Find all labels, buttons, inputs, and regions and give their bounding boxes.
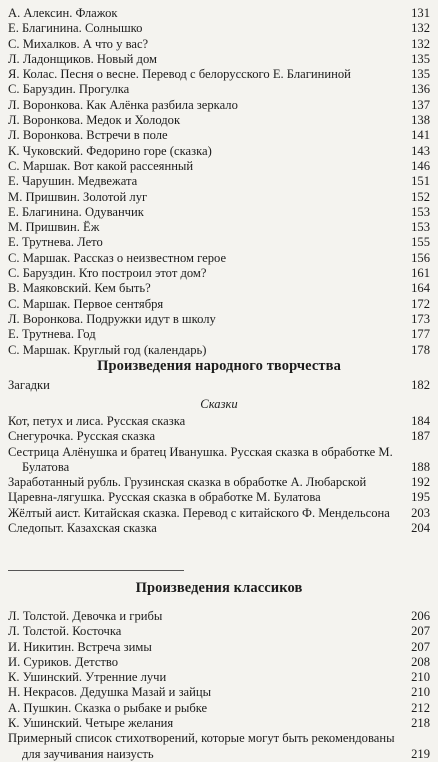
section-title-classics: Произведения классиков xyxy=(135,580,303,596)
toc-entry-title: Заработанный рубль. Грузинская сказка в обработке А. Любарской xyxy=(8,475,367,490)
toc-entry-title: С. Баруздин. Кто построил этот дом? xyxy=(8,266,207,281)
toc-entry-title: И. Никитин. Встреча зимы xyxy=(8,639,152,654)
toc-entry xyxy=(8,297,430,312)
toc-entry-page: 178 xyxy=(411,342,430,357)
toc-entry-page: 138 xyxy=(411,113,430,128)
toc-entry xyxy=(8,490,430,505)
toc-entry xyxy=(8,506,430,521)
toc-entry xyxy=(8,378,430,393)
toc-entry-page: 155 xyxy=(411,235,430,250)
toc-entry-page: 136 xyxy=(411,82,430,97)
toc-entry-title: Е. Чарушин. Медвежата xyxy=(8,174,138,189)
toc-entry-page: 131 xyxy=(411,6,430,20)
toc-entry-title: С. Маршак. Первое сентября xyxy=(8,296,164,311)
toc-entry-title: Кот, петух и лиса. Русская сказка xyxy=(8,414,186,428)
toc-entry-page: 182 xyxy=(411,378,430,392)
subsection-title-tales: Сказки xyxy=(200,397,238,411)
toc-entry xyxy=(8,82,430,97)
toc-entry-title: Е. Трутнева. Лето xyxy=(8,235,103,250)
toc-entry-page: 207 xyxy=(411,624,430,639)
toc-entry xyxy=(8,281,430,296)
toc-entry xyxy=(8,205,430,220)
toc-entry-title: Я. Колас. Песня о весне. Перевод с белорусского Е. Благининой xyxy=(8,67,351,82)
toc-entry xyxy=(8,52,430,67)
toc-entry-page: 132 xyxy=(411,21,430,36)
toc-entry-title: Л. Воронкова. Встречи в поле xyxy=(8,128,168,143)
toc-entry xyxy=(8,113,430,128)
toc-entry-title: Примерный список стихотворений, которые могут быть рекомендованы для заучивания наизусть xyxy=(8,731,395,761)
toc-entry xyxy=(8,414,430,429)
toc-entry-title: С. Михалков. А что у вас? xyxy=(8,36,149,51)
toc-entry xyxy=(8,144,430,159)
section-title-folk: Произведения народного творчества xyxy=(97,358,341,374)
toc-entry xyxy=(8,312,430,327)
toc-entry-page: 195 xyxy=(411,490,430,505)
toc-entry-title: Е. Трутнева. Год xyxy=(8,327,96,342)
toc-entry-page: 204 xyxy=(411,521,430,536)
toc-entry xyxy=(8,266,430,281)
toc-entry-title: Следопыт. Казахская сказка xyxy=(8,521,157,536)
toc-entry-title: Н. Некрасов. Дедушка Мазай и зайцы xyxy=(8,685,212,700)
toc-entry xyxy=(8,609,430,624)
toc-entry-title: К. Ушинский. Четыре желания xyxy=(8,716,174,731)
toc-entry xyxy=(8,655,430,670)
toc-entry-page: 151 xyxy=(411,174,430,189)
toc-entry-title: Л. Толстой. Девочка и грибы xyxy=(8,609,163,623)
toc-entry-page: 153 xyxy=(411,220,430,235)
toc-entry-page: 203 xyxy=(411,505,430,520)
toc-entry-page: 208 xyxy=(411,654,430,669)
toc-entry xyxy=(8,220,430,235)
toc-entry xyxy=(8,731,430,762)
toc-entry-page: 210 xyxy=(411,685,430,700)
toc-entry-title: С. Маршак. Рассказ о неизвестном герое xyxy=(8,250,227,265)
toc-entry-page: 164 xyxy=(411,281,430,296)
toc-entry-title: М. Пришвин. Золотой луг xyxy=(8,189,148,204)
toc-entry xyxy=(8,327,430,342)
toc-entry-page: 218 xyxy=(411,716,430,731)
toc-entry-page: 132 xyxy=(411,36,430,51)
toc-entry-page: 141 xyxy=(411,128,430,143)
toc-entry-page: 135 xyxy=(411,51,430,66)
toc-entry xyxy=(8,445,430,476)
toc-entry-page: 153 xyxy=(411,204,430,219)
toc-entry-page: 172 xyxy=(411,296,430,311)
toc-entry-title: В. Маяковский. Кем быть? xyxy=(8,281,151,296)
toc-entry xyxy=(8,37,430,52)
toc-entry-title: М. Пришвин. Ёж xyxy=(8,220,100,235)
toc-entry-title: Снегурочка. Русская сказка xyxy=(8,429,156,444)
toc-entry xyxy=(8,174,430,189)
section-divider xyxy=(8,570,184,571)
toc-entry xyxy=(8,670,430,685)
toc-entry xyxy=(8,67,430,82)
toc-entry xyxy=(8,128,430,143)
toc-entry xyxy=(8,190,430,205)
toc-entry-title: Л. Толстой. Косточка xyxy=(8,624,122,639)
toc-list-authors xyxy=(8,6,430,358)
toc-entry-title: К. Ушинский. Утренние лучи xyxy=(8,670,167,685)
toc-entry-page: 143 xyxy=(411,143,430,158)
toc-entry-title: А. Пушкин. Сказка о рыбаке и рыбке xyxy=(8,700,208,715)
toc-entry-page: 188 xyxy=(411,459,430,474)
toc-entry-page: 207 xyxy=(411,639,430,654)
toc-entry xyxy=(8,429,430,444)
toc-entry-page: 187 xyxy=(411,429,430,444)
toc-entry-page: 137 xyxy=(411,97,430,112)
toc-entry-page: 192 xyxy=(411,475,430,490)
toc-entry xyxy=(8,343,430,358)
toc-entry xyxy=(8,640,430,655)
toc-entry-page: 206 xyxy=(411,609,430,623)
toc-entry-title: Царевна-лягушка. Русская сказка в обработке М. Булатова xyxy=(8,490,321,505)
toc-entry-title: К. Чуковский. Федорино горе (сказка) xyxy=(8,143,212,158)
toc-entry-page: 161 xyxy=(411,266,430,281)
toc-list-classics xyxy=(8,609,430,762)
toc-entry-title: Л. Ладонщиков. Новый дом xyxy=(8,51,157,66)
toc-entry-title: С. Маршак. Вот какой рассеянный xyxy=(8,158,194,173)
toc-entry xyxy=(8,21,430,36)
toc-entry-page: 152 xyxy=(411,189,430,204)
toc-entry-page: 219 xyxy=(411,746,430,761)
toc-entry xyxy=(8,475,430,490)
toc-entry-title: С. Маршак. Круглый год (календарь) xyxy=(8,342,207,357)
toc-entry-page: 184 xyxy=(411,414,430,428)
toc-entry-page: 156 xyxy=(411,250,430,265)
toc-list-folk-tales xyxy=(8,414,430,536)
toc-entry-title: Е. Благинина. Одуванчик xyxy=(8,204,144,219)
toc-entry xyxy=(8,159,430,174)
toc-entry-title: Е. Благинина. Солнышко xyxy=(8,21,143,36)
toc-entry-page: 173 xyxy=(411,311,430,326)
toc-entry xyxy=(8,6,430,21)
toc-entry-page: 135 xyxy=(411,67,430,82)
toc-entry xyxy=(8,98,430,113)
toc-entry-title: А. Алексин. Флажок xyxy=(8,6,118,20)
toc-entry-title: Л. Воронкова. Подружки идут в школу xyxy=(8,311,216,326)
toc-entry-page: 210 xyxy=(411,670,430,685)
toc-entry xyxy=(8,521,430,536)
toc-entry-title: С. Баруздин. Прогулка xyxy=(8,82,130,97)
toc-entry-title: Жёлтый аист. Китайская сказка. Перевод с китайского Ф. Мендельсона xyxy=(8,505,390,520)
toc-entry-page: 177 xyxy=(411,327,430,342)
toc-entry-title: Загадки xyxy=(8,378,50,392)
folk-riddles xyxy=(8,378,430,393)
toc-entry xyxy=(8,235,430,250)
toc-entry xyxy=(8,716,430,731)
toc-entry xyxy=(8,624,430,639)
toc-entry-page: 146 xyxy=(411,158,430,173)
toc-entry-title: И. Суриков. Детство xyxy=(8,654,119,669)
toc-entry xyxy=(8,685,430,700)
toc-entry xyxy=(8,251,430,266)
toc-entry xyxy=(8,701,430,716)
toc-entry-page: 212 xyxy=(411,700,430,715)
toc-entry-title: Сестрица Алёнушка и братец Иванушка. Русская сказка в обработке М. Булатова xyxy=(8,444,393,474)
toc-entry-title: Л. Воронкова. Медок и Холодок xyxy=(8,113,181,128)
toc-entry-title: Л. Воронкова. Как Алёнка разбила зеркало xyxy=(8,97,238,112)
